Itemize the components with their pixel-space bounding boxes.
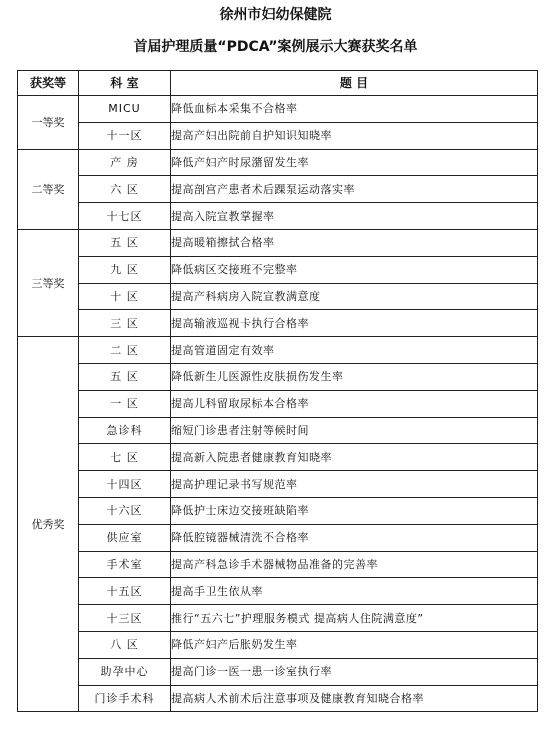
department-cell: 五 区 [79, 363, 171, 390]
department-cell: 六 区 [79, 176, 171, 203]
topic-cell: 提高剖宫产患者术后踝泵运动落实率 [171, 176, 538, 203]
topic-cell: 提高门诊一医一患一诊室执行率 [171, 658, 538, 685]
topic-cell: 缩短门诊患者注射等候时间 [171, 417, 538, 444]
department-cell: 十三区 [79, 605, 171, 632]
table-row [18, 417, 538, 444]
table-row [18, 524, 538, 551]
award-level-cell: 三等奖 [18, 229, 79, 336]
department-cell: 二 区 [79, 337, 171, 364]
table-row [18, 444, 538, 471]
awards-table [17, 70, 538, 712]
table-row [18, 176, 538, 203]
table-row [18, 363, 538, 390]
topic-cell: 降低护士床边交接班缺陷率 [171, 497, 538, 524]
topic-cell: 提高产科急诊手术器械物品准备的完善率 [171, 551, 538, 578]
organization-title: 徐州市妇幼保健院 [219, 7, 332, 23]
department-cell: 三 区 [79, 310, 171, 337]
department-cell: 九 区 [79, 256, 171, 283]
department-cell: 五 区 [79, 229, 171, 256]
department-cell: 门诊手术科 [79, 685, 171, 712]
table-row [18, 390, 538, 417]
topic-cell: 提高入院宣教掌握率 [171, 203, 538, 230]
table-row [18, 551, 538, 578]
table-row [18, 605, 538, 632]
table-row [18, 256, 538, 283]
topic-cell: 提高新入院患者健康教育知晓率 [171, 444, 538, 471]
topic-cell: 降低血标本采集不合格率 [171, 96, 538, 123]
award-level-cell: 一等奖 [18, 96, 79, 150]
department-cell: MICU [79, 96, 171, 123]
department-cell: 供应室 [79, 524, 171, 551]
department-cell: 产 房 [79, 149, 171, 176]
department-cell: 十六区 [79, 497, 171, 524]
header-award: 获奖等 [18, 71, 79, 96]
department-cell: 一 区 [79, 390, 171, 417]
table-row [18, 203, 538, 230]
department-cell: 十一区 [79, 122, 171, 149]
table-row [18, 497, 538, 524]
topic-cell: 降低腔镜器械清洗不合格率 [171, 524, 538, 551]
document-title: 首届护理质量“PDCA”案例展示大赛获奖名单 [133, 39, 418, 55]
department-cell: 急诊科 [79, 417, 171, 444]
table-row [18, 122, 538, 149]
table-row [18, 685, 538, 712]
department-cell: 助孕中心 [79, 658, 171, 685]
topic-cell: 推行“五六七”护理服务模式 提高病人住院满意度” [171, 605, 538, 632]
department-cell: 十四区 [79, 471, 171, 498]
topic-cell: 降低产妇产后胀奶发生率 [171, 631, 538, 658]
department-cell: 七 区 [79, 444, 171, 471]
table-row [18, 658, 538, 685]
header-topic: 题 目 [171, 71, 538, 96]
table-row [18, 283, 538, 310]
header-department: 科 室 [79, 71, 171, 96]
table-row [18, 96, 538, 123]
table-row [18, 310, 538, 337]
topic-cell: 提高手卫生依从率 [171, 578, 538, 605]
department-cell: 十 区 [79, 283, 171, 310]
table-row [18, 337, 538, 364]
topic-cell: 提高护理记录书写规范率 [171, 471, 538, 498]
department-cell: 十五区 [79, 578, 171, 605]
table-header-row [18, 71, 538, 96]
topic-cell: 提高暖箱擦拭合格率 [171, 229, 538, 256]
award-level-cell: 二等奖 [18, 149, 79, 229]
topic-cell: 提高输液巡视卡执行合格率 [171, 310, 538, 337]
topic-cell: 降低产妇产时尿潴留发生率 [171, 149, 538, 176]
topic-cell: 提高儿科留取尿标本合格率 [171, 390, 538, 417]
topic-cell: 提高产妇出院前自护知识知晓率 [171, 122, 538, 149]
department-cell: 十七区 [79, 203, 171, 230]
awards-table-body [18, 96, 538, 712]
table-row [18, 578, 538, 605]
topic-cell: 降低病区交接班不完整率 [171, 256, 538, 283]
topic-cell: 提高管道固定有效率 [171, 337, 538, 364]
award-level-cell: 优秀奖 [18, 337, 79, 712]
topic-cell: 降低新生儿医源性皮肤损伤发生率 [171, 363, 538, 390]
table-row [18, 471, 538, 498]
table-row [18, 631, 538, 658]
table-row [18, 149, 538, 176]
department-cell: 手术室 [79, 551, 171, 578]
topic-cell: 提高病人术前术后注意事项及健康教育知晓合格率 [171, 685, 538, 712]
table-row [18, 229, 538, 256]
department-cell: 八 区 [79, 631, 171, 658]
topic-cell: 提高产科病房入院宣教满意度 [171, 283, 538, 310]
